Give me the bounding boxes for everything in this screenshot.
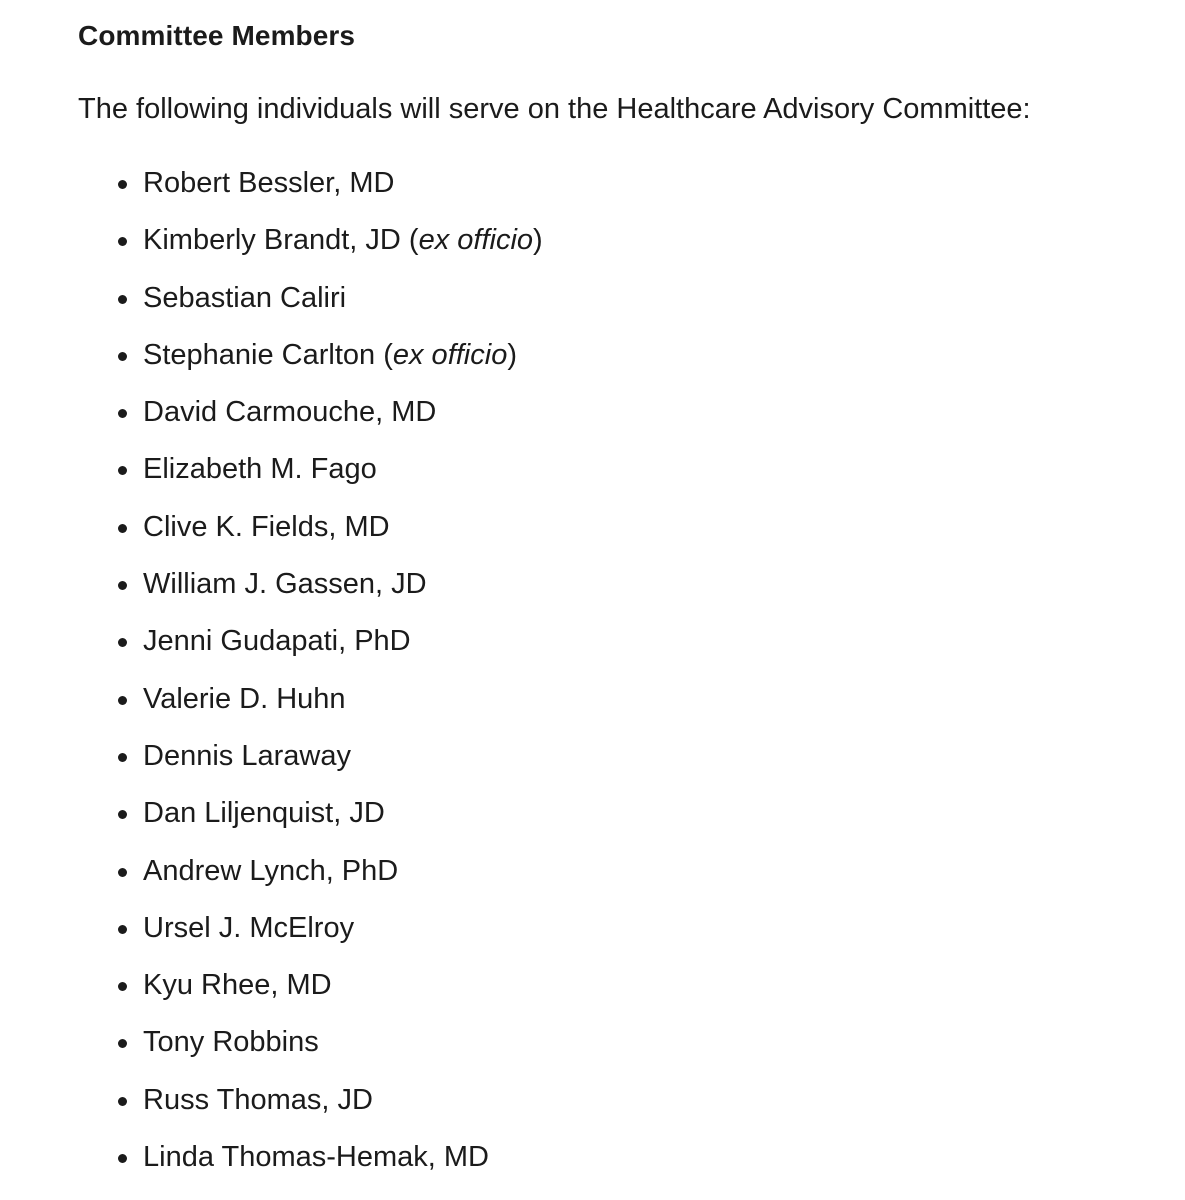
- member-name: Stephanie Carlton: [143, 338, 376, 371]
- member-item: [78, 621, 1168, 678]
- member-name: Elizabeth M. Fago: [143, 453, 377, 486]
- member-name: Linda Thomas-Hemak, MD: [143, 1141, 489, 1174]
- member-item: [78, 1080, 1168, 1137]
- bullet-icon: [118, 925, 127, 934]
- member-item: [78, 908, 1168, 965]
- members-list: [78, 163, 1168, 1194]
- bullet-icon: [118, 295, 127, 304]
- bullet-icon: [118, 1097, 127, 1106]
- member-item: [78, 965, 1168, 1022]
- member-item: [78, 507, 1168, 564]
- member-item: [78, 736, 1168, 793]
- member-item: [78, 1137, 1168, 1194]
- bullet-icon: [118, 581, 127, 590]
- member-item: [78, 278, 1168, 335]
- member-item: [78, 163, 1168, 220]
- committee-section: [78, 16, 1168, 1194]
- member-name: Kyu Rhee, MD: [143, 969, 332, 1002]
- member-name: Clive K. Fields, MD: [143, 510, 390, 543]
- member-name: Andrew Lynch, PhD: [143, 854, 399, 887]
- section-heading: Committee Members: [78, 20, 356, 51]
- bullet-icon: [118, 982, 127, 991]
- member-note: ex officio: [418, 224, 534, 257]
- bullet-icon: [118, 524, 127, 533]
- member-item: [78, 564, 1168, 621]
- bullet-icon: [118, 868, 127, 877]
- member-item: [78, 449, 1168, 506]
- bullet-icon: [118, 1039, 127, 1048]
- member-name: Dennis Laraway: [143, 739, 351, 772]
- bullet-icon: [118, 180, 127, 189]
- member-name: Russ Thomas, JD: [143, 1083, 373, 1116]
- member-name: David Carmouche, MD: [143, 396, 437, 429]
- member-name: Sebastian Caliri: [143, 281, 347, 314]
- member-item: [78, 793, 1168, 850]
- member-name: William J. Gassen, JD: [143, 568, 427, 601]
- bullet-icon: [118, 466, 127, 475]
- member-name: Jenni Gudapati, PhD: [143, 625, 411, 658]
- member-item: [78, 1022, 1168, 1079]
- member-name: Robert Bessler, MD: [143, 167, 395, 199]
- member-item: [78, 679, 1168, 736]
- intro-paragraph: The following individuals will serve on the Healthcare Advisory Committee:: [78, 93, 1031, 125]
- bullet-icon: [118, 810, 127, 819]
- member-name: Tony Robbins: [143, 1026, 319, 1059]
- member-item: [78, 392, 1168, 449]
- bullet-icon: [118, 638, 127, 647]
- member-item: [78, 851, 1168, 908]
- member-name: Dan Liljenquist, JD: [143, 797, 385, 830]
- bullet-icon: [118, 1154, 127, 1163]
- member-item: Stephanie Carlton (ex officio): [78, 335, 1168, 392]
- member-name: Ursel J. McElroy: [143, 911, 355, 944]
- bullet-icon: [118, 696, 127, 705]
- bullet-icon: [118, 352, 127, 361]
- bullet-icon: [118, 753, 127, 762]
- member-note: ex officio: [392, 338, 508, 371]
- member-name: Valerie D. Huhn: [143, 682, 346, 715]
- member-item: Kimberly Brandt, JD (ex officio): [78, 220, 1168, 277]
- bullet-icon: [118, 237, 127, 246]
- bullet-icon: [118, 409, 127, 418]
- member-name: Kimberly Brandt, JD: [143, 224, 401, 257]
